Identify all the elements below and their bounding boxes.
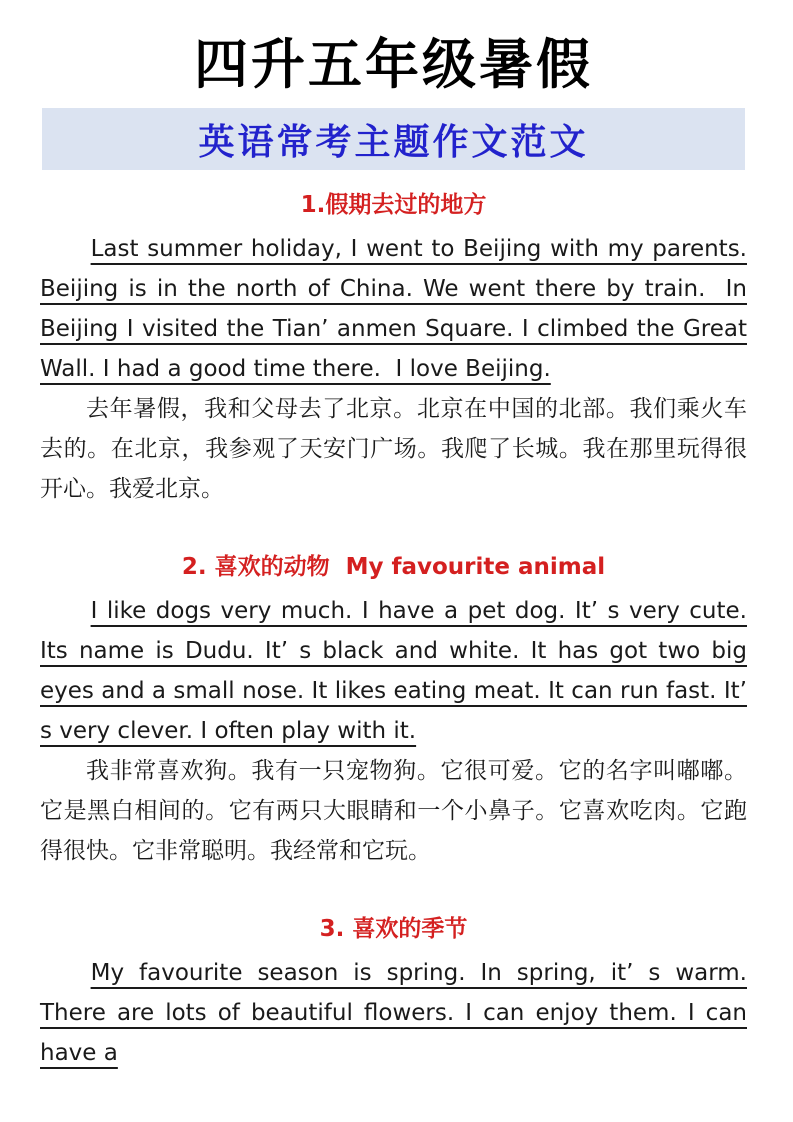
page-title: 四升五年级暑假 bbox=[194, 32, 593, 96]
subtitle-banner bbox=[42, 108, 745, 170]
chinese-translation-paragraph: 我非常喜欢狗。我有一只宠物狗。它很可爱。它的名字叫嘟嘟。它是黑白相间的。它有两只大眼睛和一个小鼻子。它喜欢吃肉。它跑得很快。它非常聪明。我经常和它玩。 bbox=[40, 758, 747, 864]
subtitle-banner-text: 英语常考主题作文范文 bbox=[198, 120, 589, 163]
essay-section-favourite-season bbox=[40, 915, 747, 1073]
english-essay-paragraph: My favourite season is spring. In spring, it’ s warm. There are lots of beautiful flowers. I can enjoy them. I can have a bbox=[40, 960, 747, 1066]
section-heading: 3. 喜欢的季节 bbox=[319, 916, 468, 942]
essay-section-holiday-place bbox=[40, 191, 747, 509]
section-heading: 1.假期去过的地方 bbox=[300, 192, 487, 218]
section-heading: 2. 喜欢的动物 My favourite animal bbox=[181, 554, 606, 580]
essay-section-favourite-animal bbox=[40, 553, 747, 871]
english-essay-paragraph: I like dogs very much. I have a pet dog. It’ s very cute. Its name is Dudu. It’ s black and white. It has got two big eyes and a small nose. It likes eating meat. It can run fast. It’ s very clever. I often play with it. bbox=[40, 598, 747, 744]
chinese-translation-paragraph: 去年暑假，我和父母去了北京。北京在中国的北部。我们乘火车去的。在北京，我参观了天安门广场。我爬了长城。我在那里玩得很开心。我爱北京。 bbox=[40, 396, 747, 502]
english-essay-paragraph: Last summer holiday, I went to Beijing with my parents. Beijing is in the north of China. We went there by train. In Beijing I visited the Tian’ anmen Square. I climbed the Great Wall. I had a good time there. I love Beijing. bbox=[40, 236, 747, 382]
